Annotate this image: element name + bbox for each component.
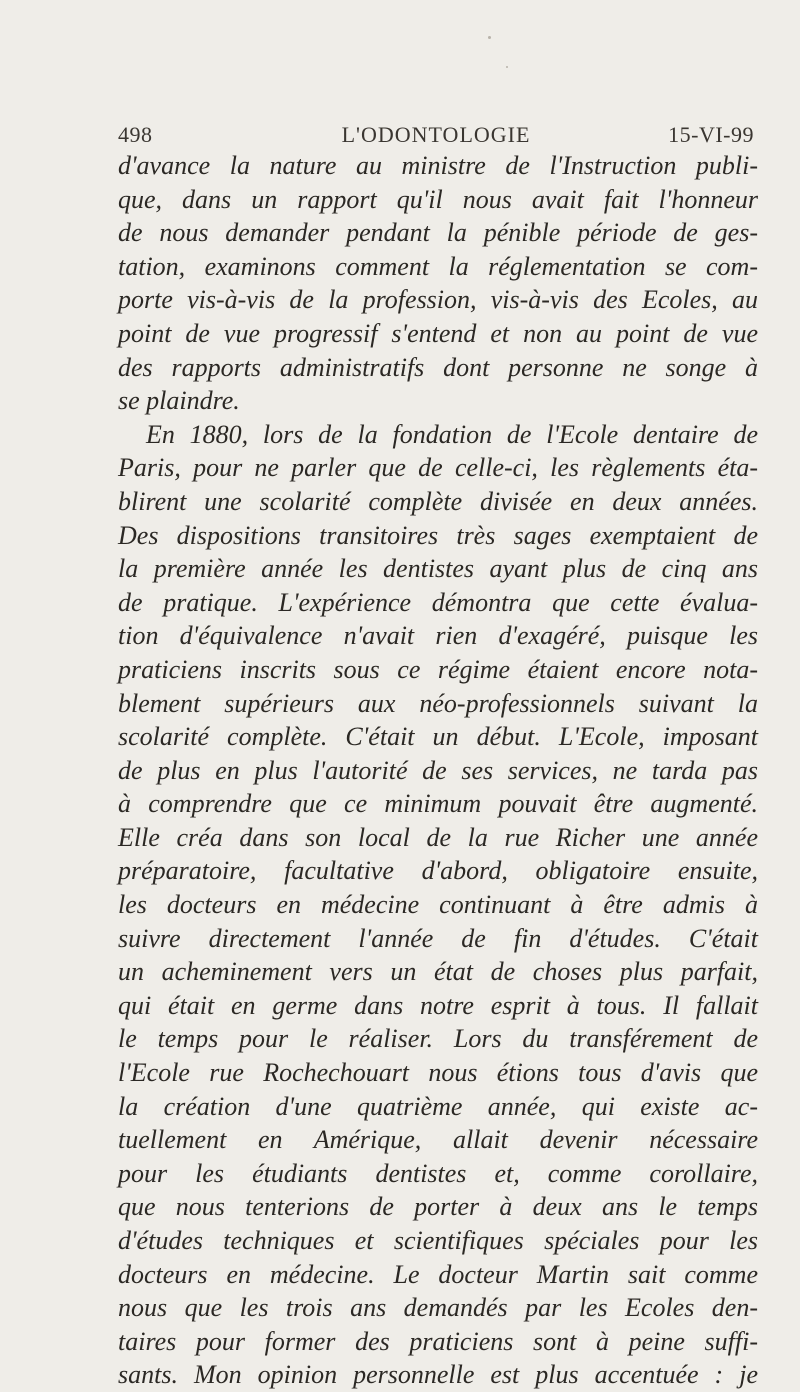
text-line: Paris, pour ne parler que de celle-ci, les règlements éta- (118, 453, 758, 483)
text-line: préparatoire, facultative d'abord, obligatoire ensuite, (118, 856, 758, 886)
text-line: Des dispositions transitoires très sages exemptaient de (118, 520, 758, 550)
text-line: Elle créa dans son local de la rue Richer une année (118, 822, 758, 852)
text-line: praticiens inscrits sous ce régime étaient encore nota- (118, 654, 758, 684)
paragraph-start-line: En 1880, lors de la fondation de l'Ecole dentaire de (146, 419, 758, 449)
text-line: d'avance la nature au ministre de l'Instruction publi- (118, 151, 758, 180)
text-line: scolarité complète. C'était un début. L'Ecole, imposant (118, 722, 758, 752)
text-line: taires pour former des praticiens sont à peine suffi- (118, 1326, 758, 1356)
text-line: de nous demander pendant la pénible période de ges- (118, 218, 758, 248)
text-line: sants. Mon opinion personnelle est plus accentuée : je (118, 1360, 758, 1390)
text-line: un acheminement vers un état de choses plus parfait, (118, 957, 758, 987)
text-line: tion d'équivalence n'avait rien d'exagéré, puisque les (118, 621, 758, 651)
text-line: qui était en germe dans notre esprit à tous. Il fallait (118, 990, 758, 1020)
text-line: pour les étudiants dentistes et, comme corollaire, (118, 1158, 758, 1188)
text-line: blirent une scolarité complète divisée en deux années. (118, 486, 758, 516)
text-line: le temps pour le réaliser. Lors du transférement de (118, 1024, 758, 1054)
text-line: que, dans un rapport qu'il nous avait fait l'honneur (118, 184, 758, 214)
text-line: blement supérieurs aux néo-professionnels suivant la (118, 688, 758, 718)
text-line: d'études techniques et scientifiques spéciales pour les (118, 1226, 758, 1255)
text-line: tuellement en Amérique, allait devenir nécessaire (118, 1125, 758, 1155)
paper-speck (506, 66, 508, 68)
text-line: des rapports administratifs dont personne ne songe à (118, 352, 758, 382)
text-line: nous que les trois ans demandés par les Ecoles den- (118, 1293, 758, 1323)
text-line: la première année les dentistes ayant plus de cinq ans (118, 554, 758, 584)
paper-speck (488, 36, 491, 39)
body-text (118, 149, 758, 1392)
text-line: que nous tenterions de porter à deux ans le temps (118, 1192, 758, 1222)
text-line: la création d'une quatrième année, qui existe ac- (118, 1091, 758, 1121)
text-line: tation, examinons comment la réglementation se com- (118, 251, 758, 281)
text-line: l'Ecole rue Rochechouart nous étions tous d'avis que (118, 1058, 758, 1088)
issue-date: 15-VI-99 (668, 122, 754, 147)
text-line: suivre directement l'année de fin d'études. C'était (118, 923, 758, 953)
text-line: point de vue progressif s'entend et non au point de vue (118, 318, 758, 348)
page-number: 498 (118, 122, 153, 147)
text-line: docteurs en médecine. Le docteur Martin sait comme (118, 1259, 758, 1289)
text-line: se plaindre. (118, 386, 240, 416)
text-line: porte vis-à-vis de la profession, vis-à-vis des Ecoles, au (118, 285, 758, 315)
text-line: de plus en plus l'autorité de ses services, ne tarda pas (118, 755, 758, 785)
text-line: de pratique. L'expérience démontra que cette évalua- (118, 587, 758, 617)
journal-title: L'ODONTOLOGIE (341, 122, 531, 147)
text-line: les docteurs en médecine continuant à être admis à (118, 890, 758, 920)
text-line: à comprendre que ce minimum pouvait être augmenté. (118, 789, 758, 819)
running-header (118, 122, 754, 152)
